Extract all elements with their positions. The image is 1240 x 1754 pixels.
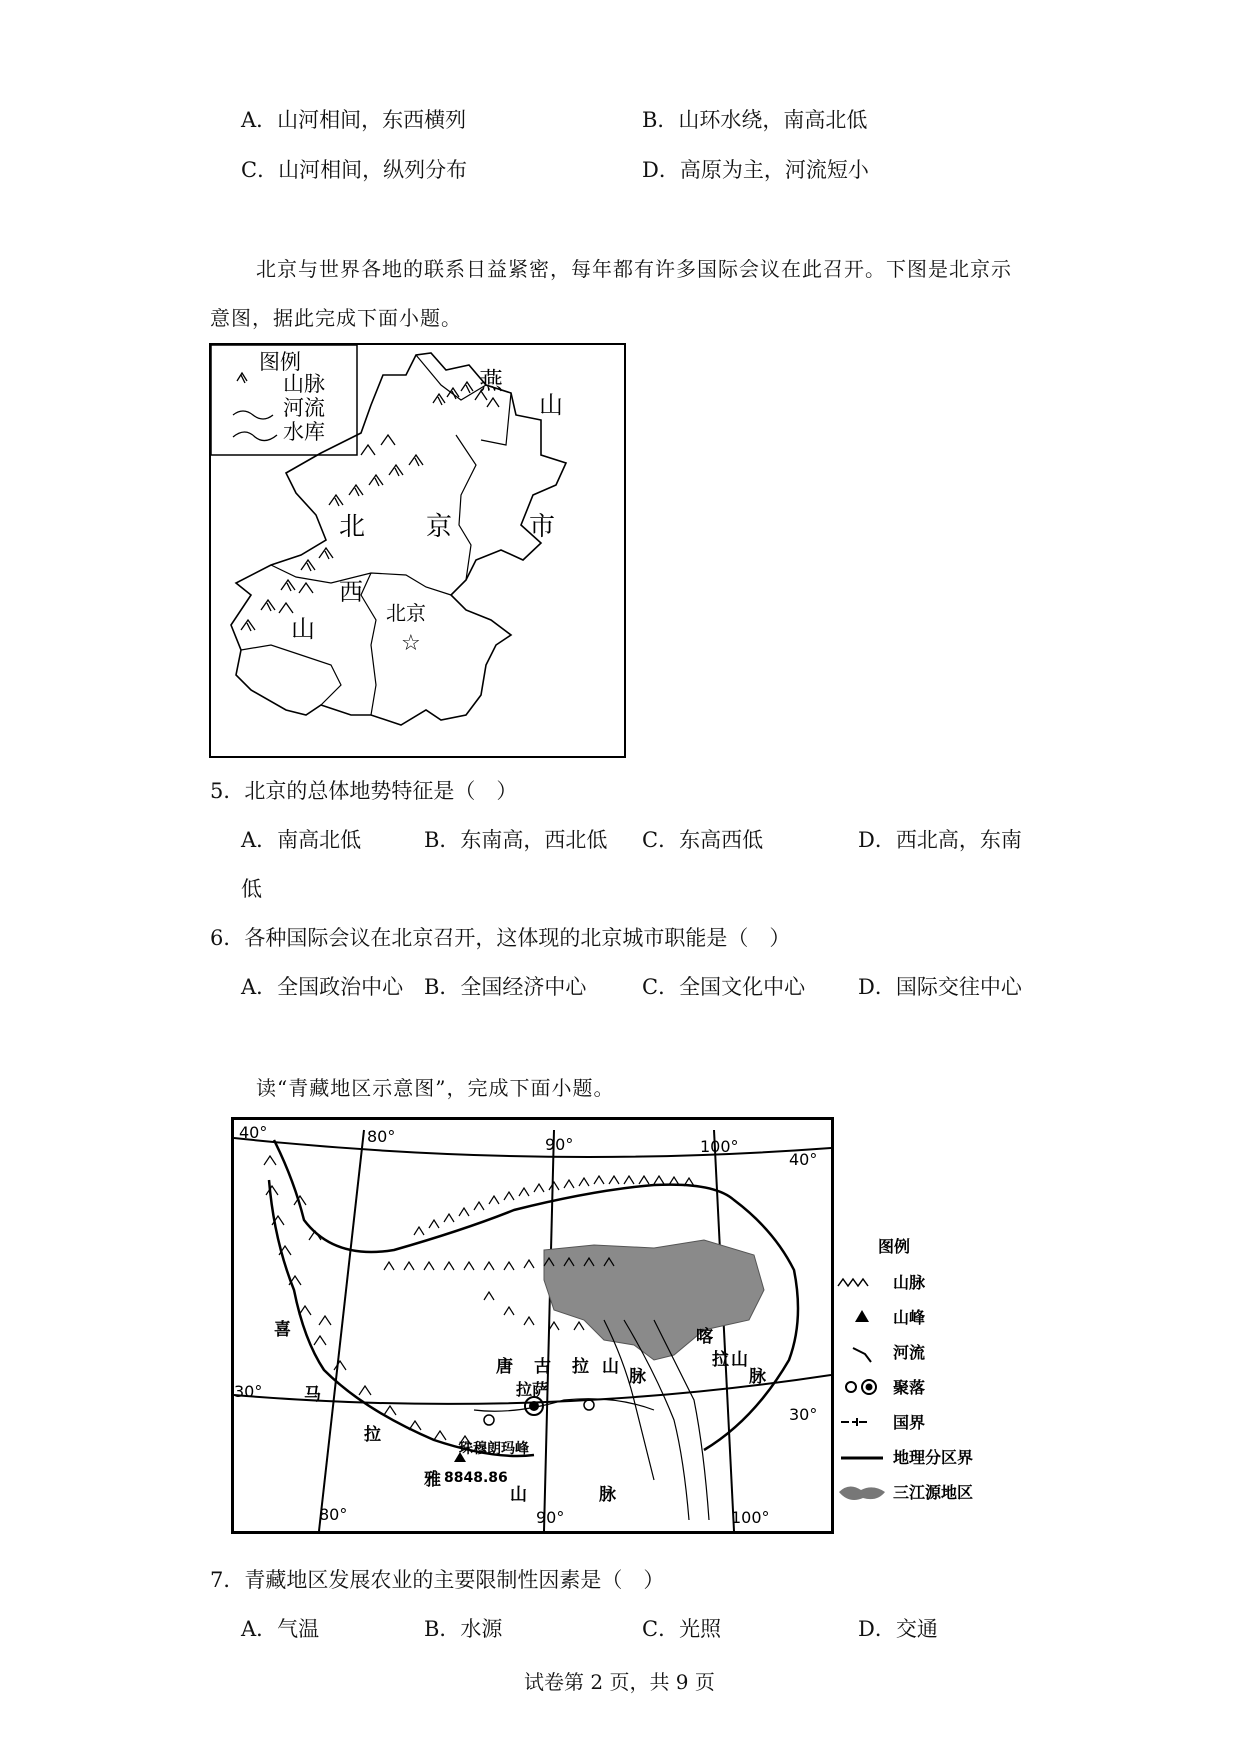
label-yan: 燕 xyxy=(479,367,503,395)
label-shan2: 山 xyxy=(602,1357,619,1377)
beijing-map-graphic xyxy=(211,345,624,756)
label-la2: 拉 xyxy=(572,1357,589,1377)
label-beijing-city: 北京 xyxy=(386,601,426,625)
peak-legend-icon xyxy=(855,1310,869,1322)
q6-option-a: A．全国政治中心 xyxy=(241,975,404,999)
district-line xyxy=(241,645,341,705)
q5-stem: 5．北京的总体地势特征是（ ） xyxy=(210,779,518,803)
label-mai2: 脉 xyxy=(629,1367,646,1387)
intro-beijing-line2: 意图，据此完成下面小题。 xyxy=(210,306,462,330)
q4-option-c: C．山河相间，纵列分布 xyxy=(241,158,468,182)
district-line xyxy=(481,393,511,445)
label-xi: 西 xyxy=(339,578,363,606)
legend-river: 河流 xyxy=(283,396,325,420)
lhasa-dot xyxy=(529,1401,539,1411)
border-legend-icon xyxy=(841,1418,867,1426)
q7-option-d: D．交通 xyxy=(858,1617,938,1641)
label-la3: 拉 xyxy=(712,1350,729,1370)
river-legend-icon xyxy=(853,1348,871,1362)
label-shan-north: 山 xyxy=(539,391,563,419)
q6-option-b: B．全国经济中心 xyxy=(424,975,587,999)
label-mai3: 脉 xyxy=(749,1367,766,1387)
legend-sanjiangyuan: 三江源地区 xyxy=(893,1483,974,1502)
legend-mountain: 山脉 xyxy=(283,372,325,396)
q5-option-d: D．西北高，东南 xyxy=(858,828,1022,852)
longitude-80-line xyxy=(319,1130,364,1531)
qingzang-map xyxy=(231,1117,834,1534)
label-lon-100-top: 100° xyxy=(700,1137,739,1156)
q6-option-d: D．国际交往中心 xyxy=(858,975,1022,999)
legend-boundary: 地理分区界 xyxy=(893,1448,974,1467)
q5-option-d-wrap: 低 xyxy=(241,877,262,901)
label-lon-80-bottom: 80° xyxy=(319,1505,348,1524)
label-shi: 市 xyxy=(529,512,556,542)
label-lat-40-right: 40° xyxy=(789,1150,818,1169)
qingzang-legend xyxy=(833,1230,993,1520)
label-shan-west: 山 xyxy=(291,615,315,643)
label-lat-30-right: 30° xyxy=(789,1405,818,1424)
legend-border: 国界 xyxy=(893,1413,926,1432)
q7-option-a: A．气温 xyxy=(241,1617,320,1641)
beijing-map xyxy=(209,343,626,758)
label-lon-100-bottom: 100° xyxy=(731,1508,770,1527)
label-hu: 喀 xyxy=(696,1327,713,1347)
settlement-icon xyxy=(584,1400,594,1410)
label-lasa: 拉萨 xyxy=(516,1380,549,1399)
legend-title: 图例 xyxy=(259,350,301,374)
district-line xyxy=(456,435,476,580)
q5-option-a: A．南高北低 xyxy=(241,828,362,852)
q4-option-d: D．高原为主，河流短小 xyxy=(642,158,869,182)
label-tang: 唐 xyxy=(496,1357,513,1377)
legend-settlement: 聚落 xyxy=(893,1378,926,1397)
district-line xyxy=(361,573,376,715)
settlement-icon xyxy=(484,1415,494,1425)
label-lat-30-left: 30° xyxy=(234,1382,263,1401)
legend-mountain: 山脉 xyxy=(893,1273,926,1292)
page-footer: 试卷第 2 页，共 9 页 xyxy=(524,1670,715,1694)
label-shan3: 山 xyxy=(731,1350,748,1370)
qingzang-map-graphic xyxy=(234,1120,831,1531)
label-gu: 古 xyxy=(534,1357,551,1377)
label-lat-40-left: 40° xyxy=(239,1123,268,1142)
intro-beijing-line1: 北京与世界各地的联系日益紧密，每年都有许多国际会议在此召开。下图是北京示 xyxy=(256,257,1012,281)
label-lon-90-bottom: 90° xyxy=(536,1508,565,1527)
label-lon-90-top: 90° xyxy=(545,1135,574,1154)
q4-option-b: B．山环水绕，南高北低 xyxy=(642,108,868,132)
label-lon-80-top: 80° xyxy=(367,1127,396,1146)
label-bei: 北 xyxy=(339,512,366,542)
intro-qingzang: 读“青藏地区示意图”，完成下面小题。 xyxy=(256,1076,615,1100)
label-ma: 马 xyxy=(304,1385,321,1405)
q5-option-b: B．东南高，西北低 xyxy=(424,828,608,852)
q4-option-a: A．山河相间，东西横列 xyxy=(241,108,467,132)
star-icon: ☆ xyxy=(401,631,421,656)
longitude-90-line xyxy=(544,1130,554,1531)
label-everest: 珠穆朗玛峰 xyxy=(459,1441,529,1457)
latitude-40-line xyxy=(234,1138,831,1157)
q6-stem: 6．各种国际会议在北京召开，这体现的北京城市职能是（ ） xyxy=(210,926,791,950)
label-mai: 脉 xyxy=(599,1485,616,1505)
q7-option-c: C．光照 xyxy=(642,1617,722,1641)
q6-option-c: C．全国文化中心 xyxy=(642,975,806,999)
legend-title: 图例 xyxy=(878,1237,911,1256)
label-la: 拉 xyxy=(364,1425,381,1445)
legend-reservoir: 水库 xyxy=(283,420,325,444)
label-jing: 京 xyxy=(426,512,453,542)
district-line xyxy=(416,355,486,400)
label-xi: 喜 xyxy=(274,1320,291,1340)
sanjiangyuan-legend-icon xyxy=(839,1486,885,1500)
label-everest-height: 8848.86 xyxy=(444,1470,508,1486)
legend-peak: 山峰 xyxy=(893,1308,926,1327)
q7-stem: 7．青藏地区发展农业的主要限制性因素是（ ） xyxy=(210,1568,665,1592)
legend-river: 河流 xyxy=(893,1343,926,1362)
label-ya: 雅 xyxy=(424,1470,441,1490)
settlement-legend-icon xyxy=(846,1382,856,1392)
q7-option-b: B．水源 xyxy=(424,1617,503,1641)
q5-option-c: C．东高西低 xyxy=(642,828,764,852)
sanjiangyuan-region xyxy=(544,1240,764,1360)
yarlung-river xyxy=(474,1399,654,1412)
label-shan: 山 xyxy=(510,1485,527,1505)
mountain-legend-icon xyxy=(838,1279,868,1286)
